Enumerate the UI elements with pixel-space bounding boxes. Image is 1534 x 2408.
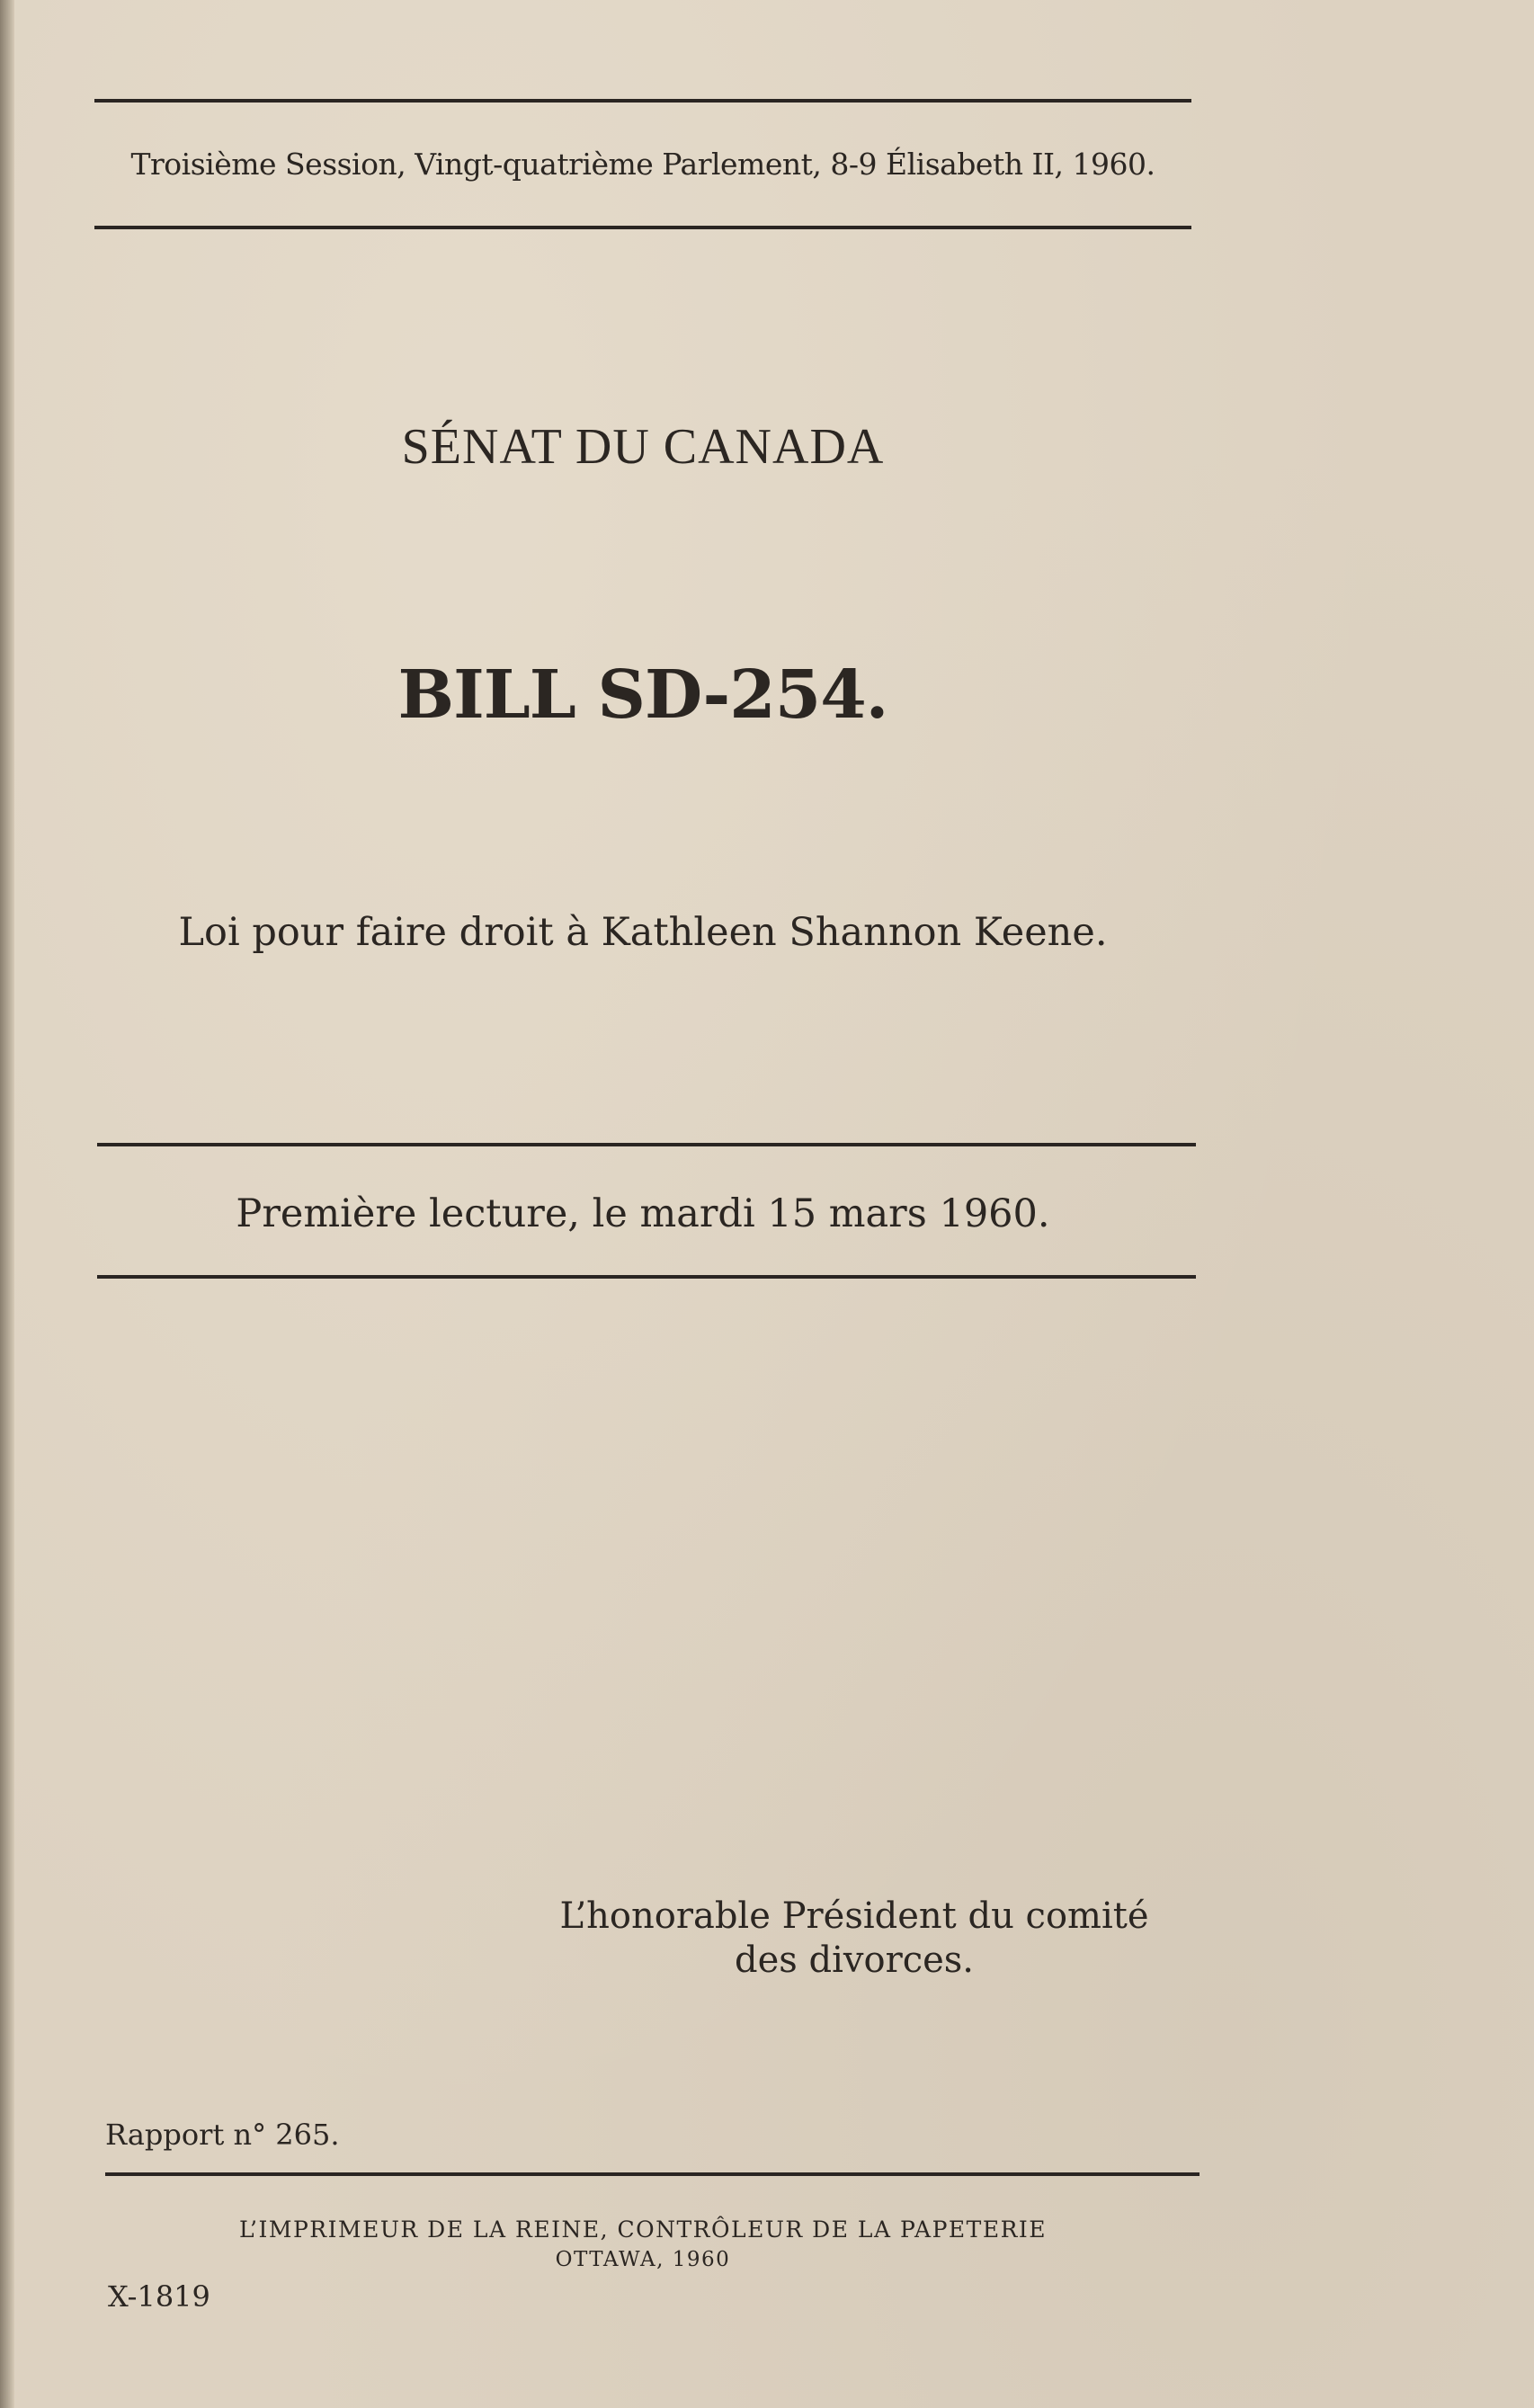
- printer-line-2: OTTAWA, 1960: [555, 2248, 731, 2271]
- report-number: Rapport n° 265.: [105, 2118, 340, 2152]
- bill-number: BILL SD-254.: [397, 656, 888, 734]
- page-spine-shadow: [0, 0, 14, 2408]
- session-line: Troisième Session, Vingt-quatrième Parlement, 8-9 Élisabeth II, 1960.: [130, 147, 1155, 182]
- printer-line-1: L’IMPRIMEUR DE LA REINE, CONTRÔLEUR DE LA PAPETERIE: [238, 2216, 1048, 2243]
- chamber-heading: SÉNAT DU CANADA: [401, 419, 885, 475]
- session-bottom-rule: [94, 226, 1191, 229]
- sponsor-line-1: L’honorable Président du comité: [559, 1895, 1149, 1937]
- first-reading-line: Première lecture, le mardi 15 mars 1960.: [236, 1191, 1050, 1236]
- document-code: X-1819: [108, 2279, 210, 2314]
- reading-bottom-rule: [97, 1275, 1196, 1279]
- top-rule: [94, 99, 1191, 103]
- reading-top-rule: [97, 1143, 1196, 1146]
- sponsor-line-2: des divorces.: [734, 1940, 975, 1981]
- footer-rule: [105, 2172, 1200, 2176]
- bill-title: Loi pour faire droit à Kathleen Shannon Keene.: [178, 910, 1108, 955]
